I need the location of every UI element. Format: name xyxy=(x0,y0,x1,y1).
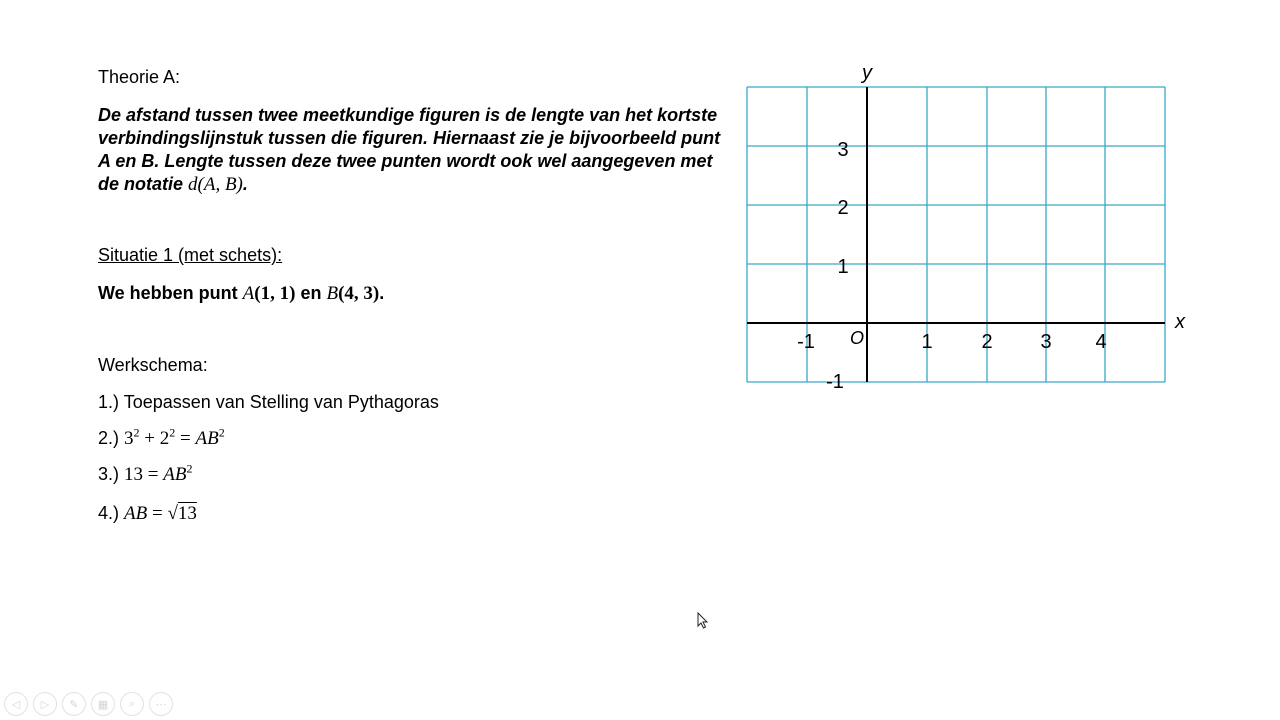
theory-line-3: A en B. Lengte tussen deze twee punten wordt ook wel aangegeven met xyxy=(98,151,713,171)
x-tick-label: 1 xyxy=(921,331,933,353)
y-tick-label: 3 xyxy=(837,139,849,161)
step-3-number: 3.) xyxy=(98,464,120,484)
step-4-equation: AB = √13 xyxy=(124,503,197,524)
y-tick-label: -1 xyxy=(826,371,844,393)
theory-line-4-end: . xyxy=(242,174,248,194)
point-a-coords: (1, 1) xyxy=(254,283,296,304)
step-2-number: 2.) xyxy=(98,428,120,448)
schema-heading: Werkschema: xyxy=(98,355,208,375)
situation-prefix: We hebben punt xyxy=(98,283,243,303)
forward-icon[interactable]: ▷ xyxy=(33,692,57,716)
situation-end: . xyxy=(379,283,385,303)
situation-middle: en xyxy=(295,283,327,303)
zoom-icon[interactable]: ⌕ xyxy=(120,692,144,716)
x-tick-label: 4 xyxy=(1095,331,1107,353)
mouse-pointer-icon xyxy=(697,612,709,630)
x-tick-label: 2 xyxy=(981,331,993,353)
y-tick-label: 2 xyxy=(837,197,849,219)
step-2-equation: $3^2 + 2^2 = AB^2$ xyxy=(124,425,225,449)
theory-line-1: De afstand tussen twee meetkundige figuren is de lengte van het kortste xyxy=(98,105,718,125)
situation-heading: Situatie 1 (met schets): xyxy=(98,245,283,265)
step-1-text: Toepassen van Stelling van Pythagoras xyxy=(123,392,439,412)
presentation-toolbar xyxy=(4,692,173,716)
step-1-number: 1.) xyxy=(98,392,120,412)
more-icon[interactable]: ⋯ xyxy=(149,692,173,716)
point-b-name: B xyxy=(326,283,339,304)
point-a-name: A xyxy=(242,283,255,304)
step-3-equation: $13 = AB^2$ xyxy=(124,461,193,485)
slides-icon[interactable]: ▦ xyxy=(91,692,115,716)
theory-line-2: verbindingslijnstuk tussen die figuren. Hiernaast zie je bijvoorbeeld punt xyxy=(98,128,721,148)
pen-icon[interactable]: ✎ xyxy=(62,692,86,716)
theory-line-4-text: de notatie xyxy=(98,174,189,194)
point-b-coords: (4, 3) xyxy=(338,283,380,304)
distance-notation: d(A, B) xyxy=(188,174,243,195)
x-tick-label: -1 xyxy=(797,331,815,353)
x-axis-label: x xyxy=(1175,311,1185,333)
back-icon[interactable]: ◁ xyxy=(4,692,28,716)
x-tick-label: 3 xyxy=(1040,331,1052,353)
origin-label: O xyxy=(849,328,865,348)
y-tick-label: 1 xyxy=(837,256,849,278)
theory-heading: Theorie A: xyxy=(98,67,181,87)
step-4-number: 4.) xyxy=(98,503,120,523)
y-axis-label: y xyxy=(862,62,872,84)
